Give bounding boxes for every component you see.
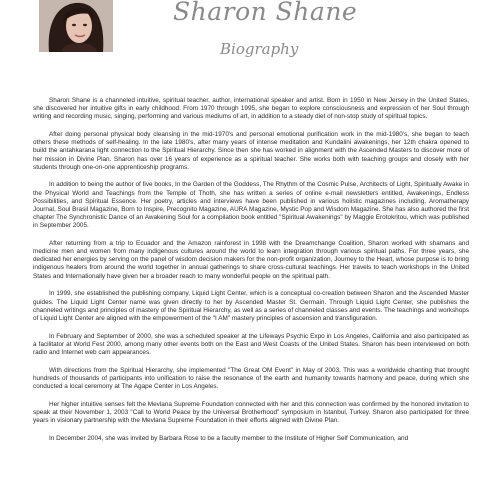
- paragraph: In February and September of 2000, she was a scheduled speaker at the Lifeways Psychic Expo in Los Angeles, California and also participated as a facilitator at World Fest 2000, among many other events both on the East and West Coasts of the United States. Sharon has been interviewed on both radio and Internet web cam appearances.: [33, 332, 469, 356]
- paragraph: In addition to being the author of five books, In the Garden of the Goddess, The Rhythm of the Cosmic Pulse, Architects of Light, Spiritually Awake in the Physical World and Teachings from the Temple of Thoth, she has written a series of online e-mail newsletters entitled, Awakenings, Endless Possibilities, and Spiritual Essence. Her poetry, articles and interviews have been published in various holistic magazines including, Aromatherapy Journal, Soul Brasil Magazine, Born to Inspire, Precognito Magazine, AURA Magazine, Mystic Pop and Wisdom Magazine. She has also authored the first chapter The Synchronistic Dance of an Awakening Soul for a compilation book entitled "Spiritual Awakenings" by Maggie Erotokritou, which was published in September 2005.: [33, 181, 469, 230]
- paragraph: In 1999, she established the publishing company, Liquid Light Center, which is a conceptual co-creation between Sharon and the Ascended Master guides. The Liquid Light Center name was given directly to her by Ascended Master St. Germain. Through Liquid Light Center, she publishes the channeled writings and principles of mastery of the Spiritual Hierarchy, as well as a series of channeled classes and events. The teachings and workshops of Liquid Light Center are aligned with the empowerment of the "I AM" mastery principles of ascension and transfiguration.: [33, 290, 469, 322]
- biography-body: [33, 97, 469, 453]
- paragraph: With directions from the Spiritual Hierarchy, she implemented "The Great OM Event" in May of 2003. This was a worldwide chanting that brought hundreds of thousands of participants into unification to raise the resonance of the earth and humanity towards harmony and peace, during which she conducted a local ceremony at The Agape Center in Los Angeles.: [33, 366, 469, 390]
- portrait-photo: [39, 0, 113, 52]
- paragraph: After doing personal physical body cleansing in the mid-1970's and personal emotional purification work in the mid-1980's, she began to teach others these methods of self-healing. In the late 1980's, after many years of intense meditation and Kundalini awakenings, her 12th chakra opened to build the antahkarana light connection to the Spiritual Hierarchy. Since then she has worked in alignment with the Ascended Masters to discover more of her mission in Divine Plan. Sharon has over 16 years of experience as a spiritual teacher. She works both with teaching groups and closely with her students through one-on-one apprenticeship programs.: [33, 131, 469, 171]
- page-subtitle: Biography: [220, 40, 299, 58]
- page-title: Sharon Shane: [173, 0, 358, 26]
- portrait-image: [39, 0, 113, 52]
- paragraph: In December 2004, she was invited by Barbara Rose to be a faculty member to the Institute of Higher Self Communication, and: [49, 434, 409, 442]
- paragraph: After returning from a trip to Ecuador and the Amazon rainforest in 1998 with the Dreamchange Coalition, Sharon worked with shamans and medicine men and women from many indigenous cultures around the world to learn integration through various spiritual paths. For three years, she dedicated her energies by serving on the panel of wisdom decision makers for the non-profit organization, Journey to the Heart, whose purpose is to bring indigenous healers from around the world together in annual gatherings to share cross-cultural teachings. Her travels to teach workshops in the United States and Internationally have given her a broader reach to many wonderful people on the spiritual path.: [33, 239, 469, 280]
- paragraph: Her higher intuitive senses felt the Mevlana Supreme Foundation connected with her and this connection was confirmed by the honored invitation to speak at their November 1, 2003 "Call to World Peace by the Universal Brotherhood" symposium in Istanbul, Turkey. Sharon also participated for three years in visionary partnership with the Mevlana Supreme Foundation in their efforts aligned with Divine Plan.: [33, 400, 469, 424]
- paragraph: Sharon Shane is a channeled intuitive, spiritual teacher, author, international speaker and artist. Born in 1950 in New Jersey in the United States, she discovered her intuitive gifts in early childhood. From 1970 through 1995, she began to explore consciousness and expression of her Soul through writing and recording music, singing, performing and various mediums of art, in addition to a steady diet of non-stop study of spiritual topics.: [33, 97, 469, 121]
